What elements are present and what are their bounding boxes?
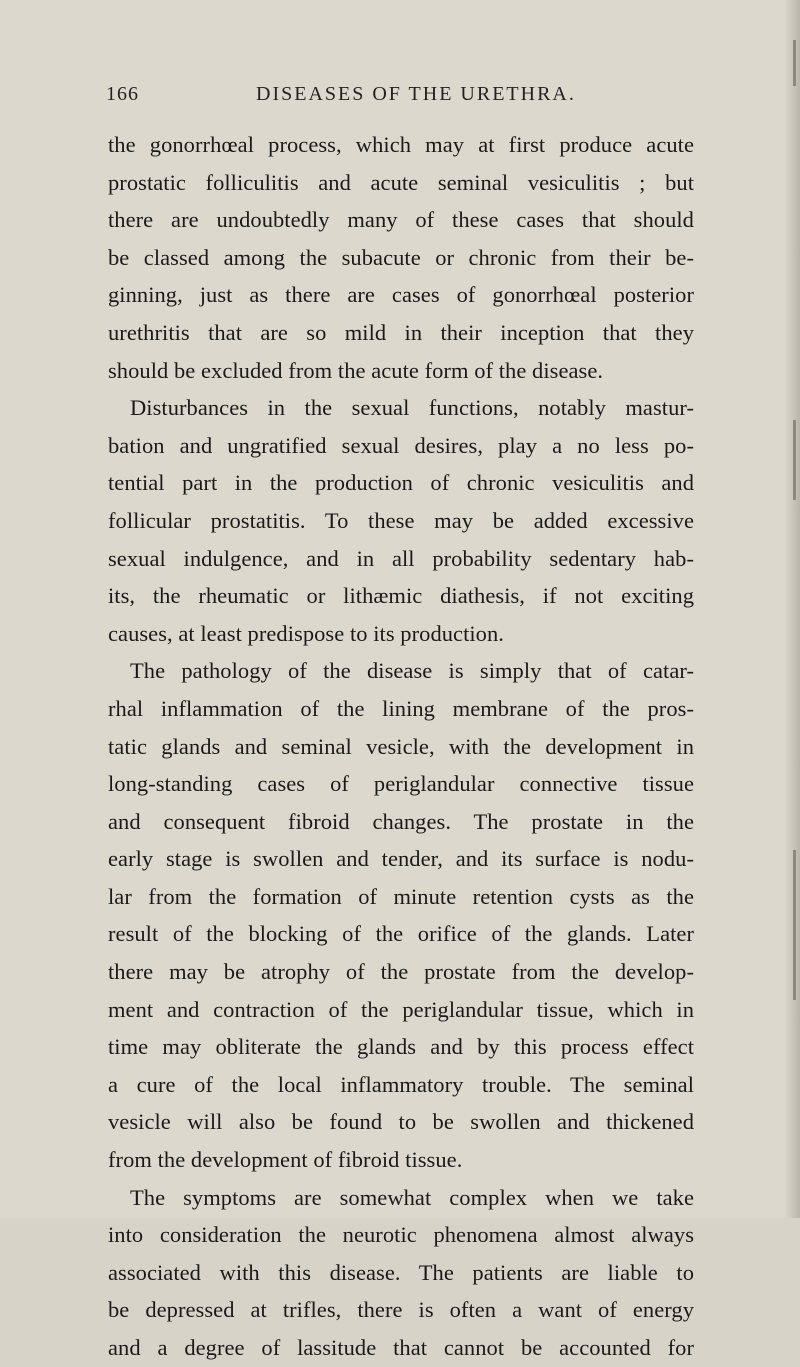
- text-line: ginning, just as there are cases of gonorrhœal posterior: [108, 282, 694, 308]
- text-line: vesicle will also be found to be swollen and thickened: [108, 1109, 694, 1135]
- text-line: from the development of fibroid tissue.: [108, 1147, 463, 1173]
- text-line: and a degree of lassitude that cannot be accounted for: [108, 1335, 694, 1360]
- text-line: sexual indulgence, and in all probability sedentary hab-: [108, 545, 694, 571]
- text-line: a cure of the local inflammatory trouble. The seminal: [108, 1071, 694, 1097]
- text-line: result of the blocking of the orifice of the glands. Later: [108, 921, 694, 947]
- text-line: time may obliterate the glands and by this process effect: [108, 1034, 694, 1060]
- text-line: rhal inflammation of the lining membrane of the pros-: [108, 695, 694, 721]
- page-edge-mark: [793, 420, 796, 500]
- text-line: tatic glands and seminal vesicle, with the development in: [108, 733, 694, 759]
- text-line: prostatic folliculitis and acute seminal vesiculitis ; but: [108, 169, 694, 195]
- text-line: tential part in the production of chronic vesiculitis and: [108, 470, 694, 496]
- running-head: [106, 83, 666, 113]
- text-line: be classed among the subacute or chronic from their be-: [108, 244, 694, 270]
- text-line: urethritis that are so mild in their inception that they: [108, 319, 694, 345]
- text-line: there are undoubtedly many of these cases that should: [108, 207, 694, 233]
- text-line: and consequent fibroid changes. The prostate in the: [108, 808, 694, 834]
- text-line: should be excluded from the acute form of the disease.: [108, 357, 604, 383]
- page-edge-shadow: [784, 0, 800, 1218]
- page-edge-mark: [793, 850, 796, 1000]
- text-line: early stage is swollen and tender, and its surface is nodu-: [108, 846, 694, 872]
- page-edge-mark: [793, 40, 796, 86]
- text-line: its, the rheumatic or lithæmic diathesis, if not exciting: [108, 583, 694, 609]
- text-line: associated with this disease. The patients are liable to: [108, 1259, 694, 1285]
- text-line: be depressed at trifles, there is often a want of energy: [108, 1297, 694, 1323]
- text-line: the gonorrhœal process, which may at first produce acute: [108, 132, 694, 157]
- text-line: follicular prostatitis. To these may be added excessive: [108, 507, 694, 533]
- text-line: ment and contraction of the periglandular tissue, which in: [108, 996, 694, 1022]
- text-line: causes, at least predispose to its production.: [108, 620, 504, 646]
- body-text: [108, 126, 694, 1367]
- text-line: there may be atrophy of the prostate from the develop-: [108, 959, 694, 985]
- text-line: The pathology of the disease is simply that of catar-: [130, 658, 694, 684]
- text-line: long-standing cases of periglandular connective tissue: [108, 771, 694, 797]
- page-number: 166: [106, 83, 139, 105]
- running-title: DISEASES OF THE URETHRA.: [256, 83, 576, 105]
- text-line: The symptoms are somewhat complex when we take: [130, 1184, 694, 1210]
- text-line: bation and ungratified sexual desires, play a no less po-: [108, 432, 694, 458]
- text-line: Disturbances in the sexual functions, notably mastur-: [130, 395, 694, 421]
- text-line: lar from the formation of minute retention cysts as the: [108, 883, 694, 909]
- text-line: into consideration the neurotic phenomena almost always: [108, 1222, 694, 1248]
